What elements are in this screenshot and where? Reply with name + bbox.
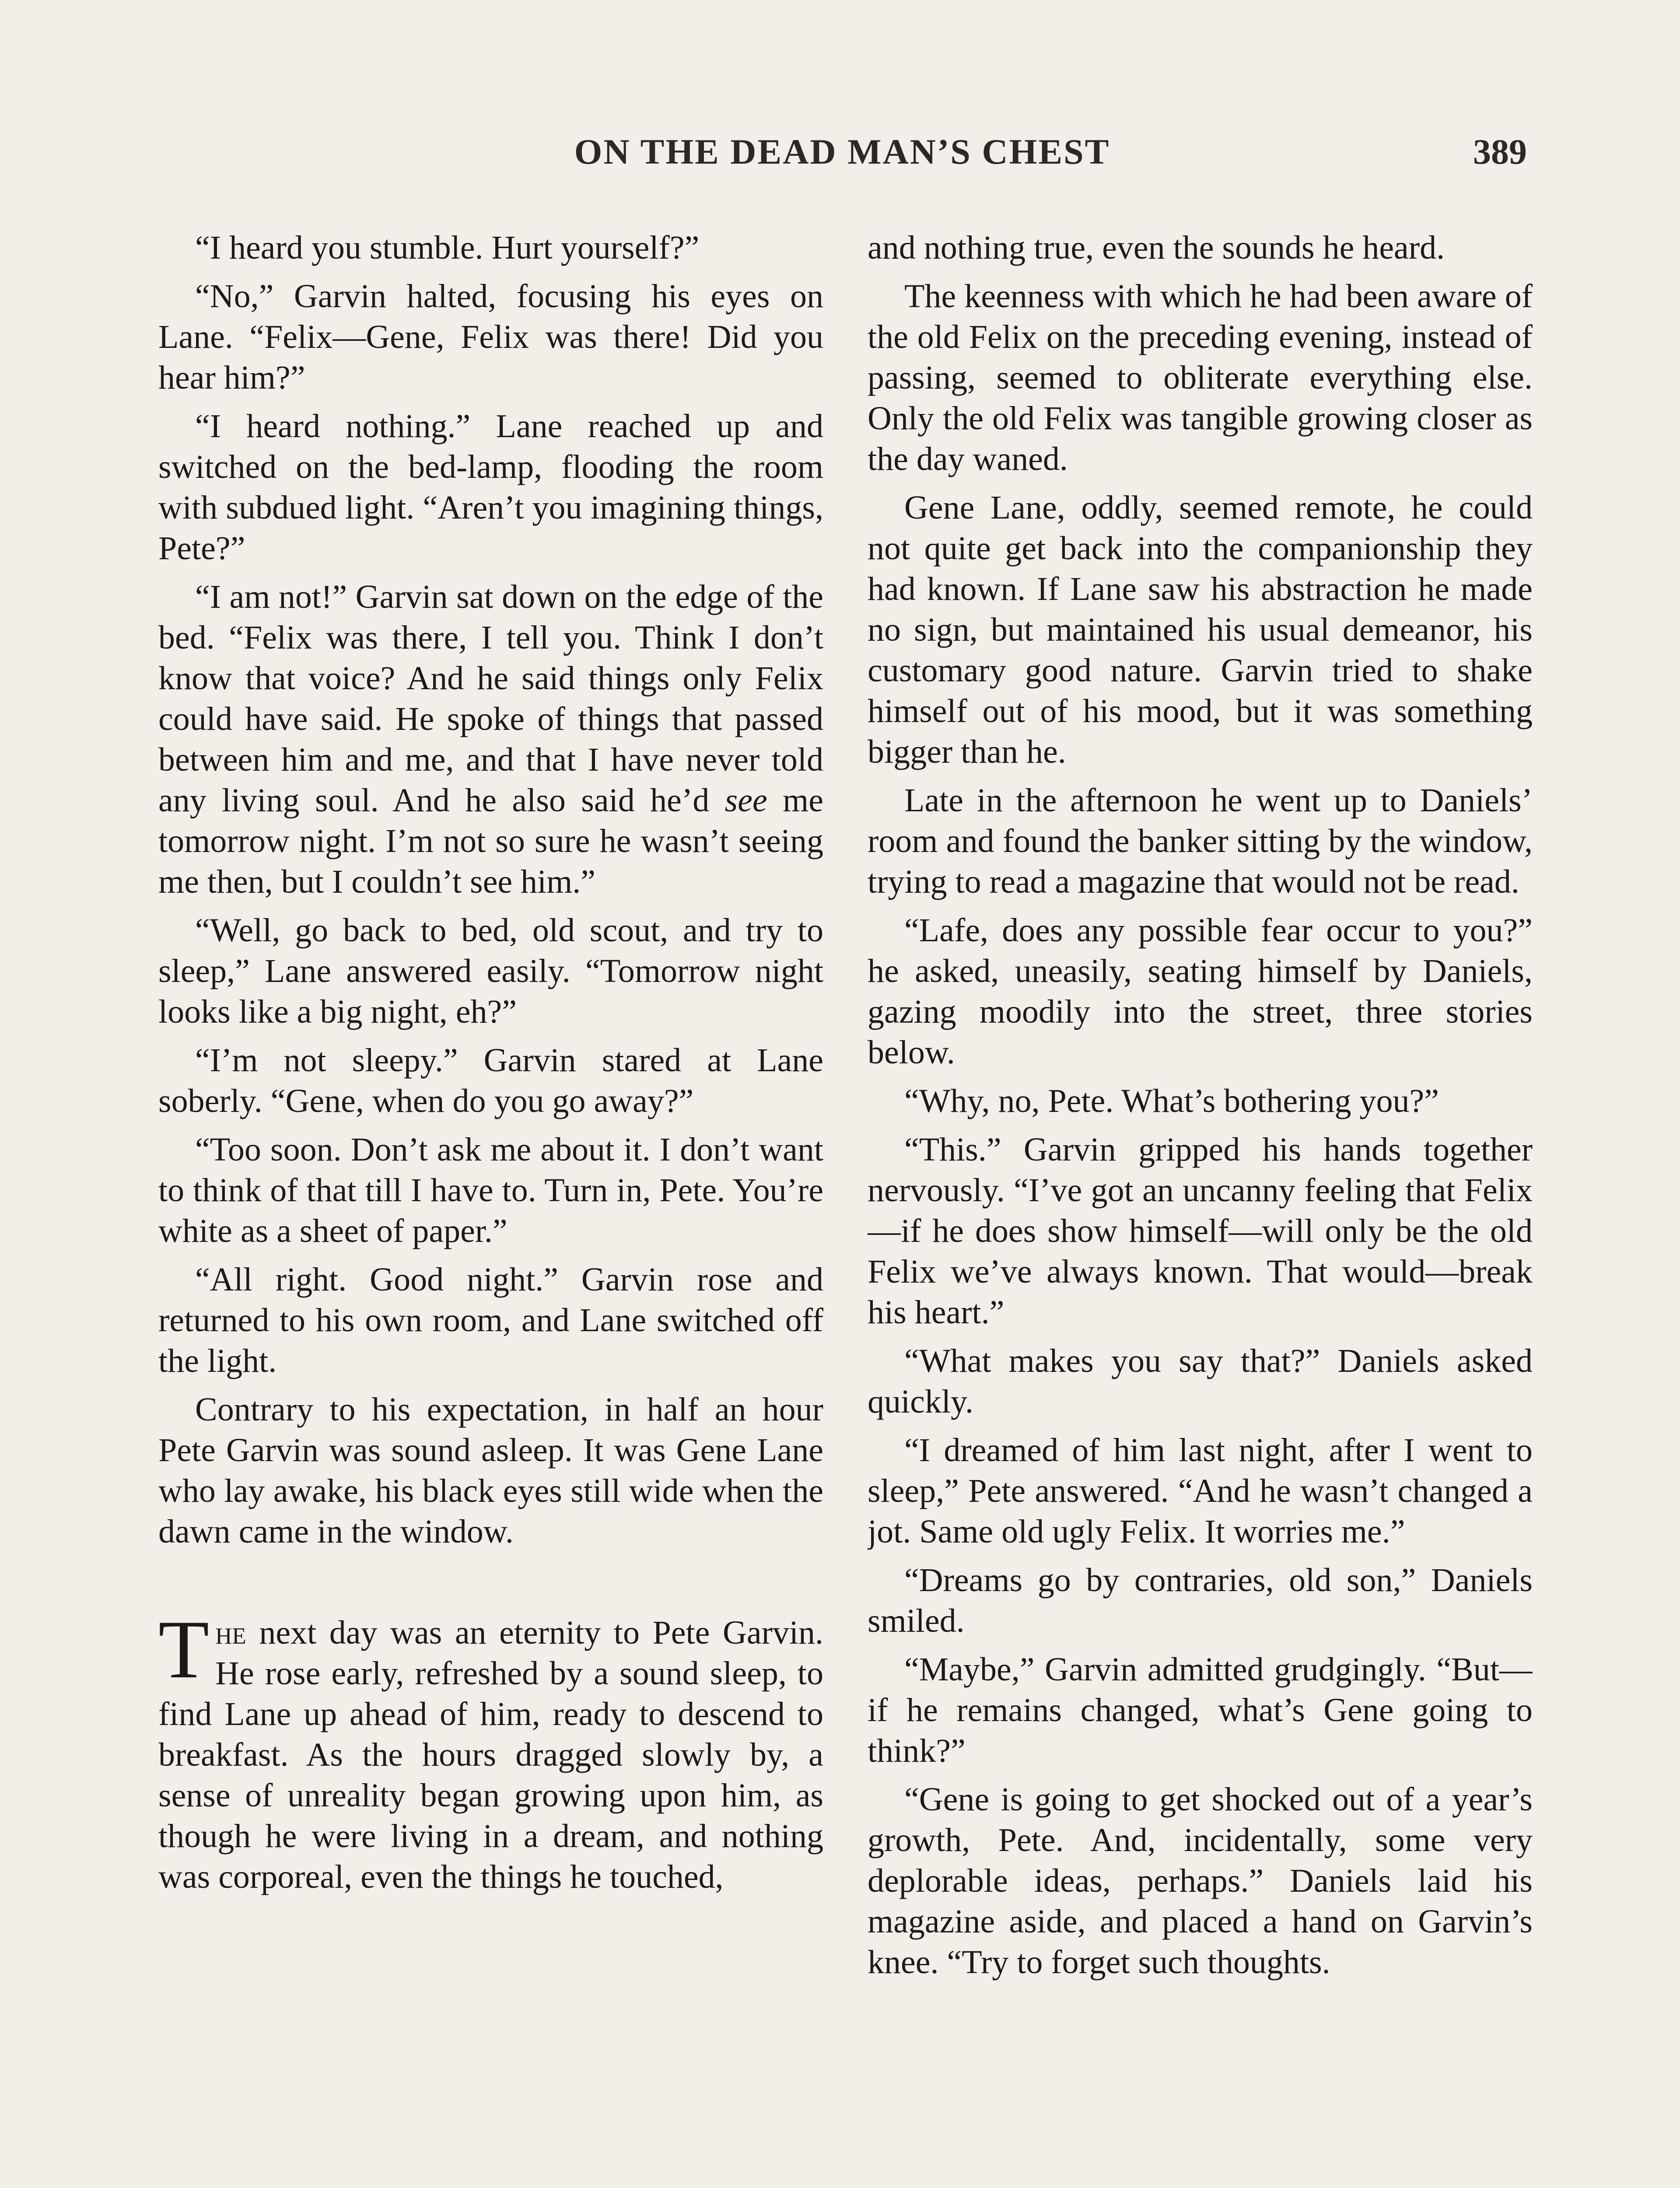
emphasis-text: see xyxy=(724,782,767,819)
paragraph: “No,” Garvin halted, focusing his eyes on Lane. “Felix—Gene, Felix was there! Did you hear him?” xyxy=(158,278,823,396)
small-caps-text: he xyxy=(215,1614,246,1651)
paragraph: “Gene is going to get shocked out of a year’s growth, Pete. And, incidentally, some very deplorable ideas, perhaps.” Daniels laid his magazine aside, and placed a hand on Garvin’s knee. “Try to forget such thoughts. xyxy=(868,1781,1533,1981)
right-column xyxy=(868,228,1533,2188)
paragraph: “This.” Garvin gripped his hands together nervously. “I’ve got an uncanny feeling that Felix—if he does show himself—will only be the old Felix we’ve always known. That would—break his heart.” xyxy=(868,1131,1533,1331)
paragraph: “Too soon. Don’t ask me about it. I don’t want to think of that till I have to. Turn in, Pete. You’re white as a sheet of paper.” xyxy=(158,1131,823,1249)
paragraph: “I heard you stumble. Hurt yourself?” xyxy=(195,229,700,266)
paragraph: Late in the afternoon he went up to Daniels’ room and found the banker sitting by the window, trying to read a magazine that would not be read. xyxy=(868,782,1533,900)
paragraph: Contrary to his expectation, in half an hour Pete Garvin was sound asleep. It was Gene Lane who lay awake, his black eyes still wide when the dawn came in the window. xyxy=(158,1391,823,1550)
page-number: 389 xyxy=(1473,132,1527,172)
paragraph: “I heard nothing.” Lane reached up and switched on the bed-lamp, flooding the room with subdued light. “Aren’t you imagining things, Pete?” xyxy=(158,408,823,567)
paragraph: The keenness with which he had been aware of the old Felix on the preceding evening, instead of passing, seemed to obliterate everything else. Only the old Felix was tangible growing closer as the day waned. xyxy=(868,278,1533,477)
paragraph: and nothing true, even the sounds he heard. xyxy=(868,229,1445,266)
paragraph: “Well, go back to bed, old scout, and try to sleep,” Lane answered easily. “Tomorrow night looks like a big night, eh?” xyxy=(158,912,823,1030)
paragraph: “Lafe, does any possible fear occur to you?” he asked, uneasily, seating himself by Daniels, gazing moodily into the street, three stories below. xyxy=(868,912,1533,1071)
drop-cap: T xyxy=(158,1604,210,1696)
left-column xyxy=(158,228,823,2188)
running-head: ON THE DEAD MAN’S CHEST xyxy=(574,132,1110,172)
paragraph: Gene Lane, oddly, seemed remote, he could not quite get back into the companionship they had known. If Lane saw his abstraction he made no sign, but maintained his usual demeanor, his customary good nature. Garvin tried to shake himself out of his mood, but it was something bigger than he. xyxy=(868,489,1533,770)
paragraph xyxy=(158,577,823,902)
paragraph: “What makes you say that?” Daniels asked quickly. xyxy=(868,1343,1533,1420)
paragraph-text: me tomorrow night. I’m not so sure he wasn’t seeing me then, but I couldn’t see him.” xyxy=(158,782,823,900)
paragraph-text: next day was an eternity to Pete Garvin. He rose early, refreshed by a sound sleep, to find Lane up ahead of him, ready to descend to breakfast. As the hours dragged slowly by, a sense of unreality began growing upon him, as though he were living in a dream, and nothing was corporeal, even the things he touched, xyxy=(158,1614,823,1895)
paragraph: “I’m not sleepy.” Garvin stared at Lane soberly. “Gene, when do you go away?” xyxy=(158,1042,823,1119)
paragraph: “Why, no, Pete. What’s bothering you?” xyxy=(904,1083,1439,1119)
paragraph: “All right. Good night.” Garvin rose and returned to his own room, and Lane switched off the light. xyxy=(158,1261,823,1379)
paragraph-text: “I am not!” Garvin sat down on the edge of the bed. “Felix was there, I tell you. Think I don’t know that voice? And he said things only Felix could have said. He spoke of things that passed between him and me, and that I have never told any living soul. And he also said he’d xyxy=(158,579,823,819)
paragraph: “Maybe,” Garvin admitted grudgingly. “But—if he remains changed, what’s Gene going to think?” xyxy=(868,1651,1533,1769)
paragraph: “Dreams go by contraries, old son,” Daniels smiled. xyxy=(868,1562,1533,1639)
dropcap-paragraph xyxy=(158,1604,823,1897)
section-break xyxy=(158,1560,823,1613)
paragraph: “I dreamed of him last night, after I went to sleep,” Pete answered. “And he wasn’t changed a jot. Same old ugly Felix. It worries me.” xyxy=(868,1432,1533,1550)
page-header xyxy=(158,131,1527,184)
